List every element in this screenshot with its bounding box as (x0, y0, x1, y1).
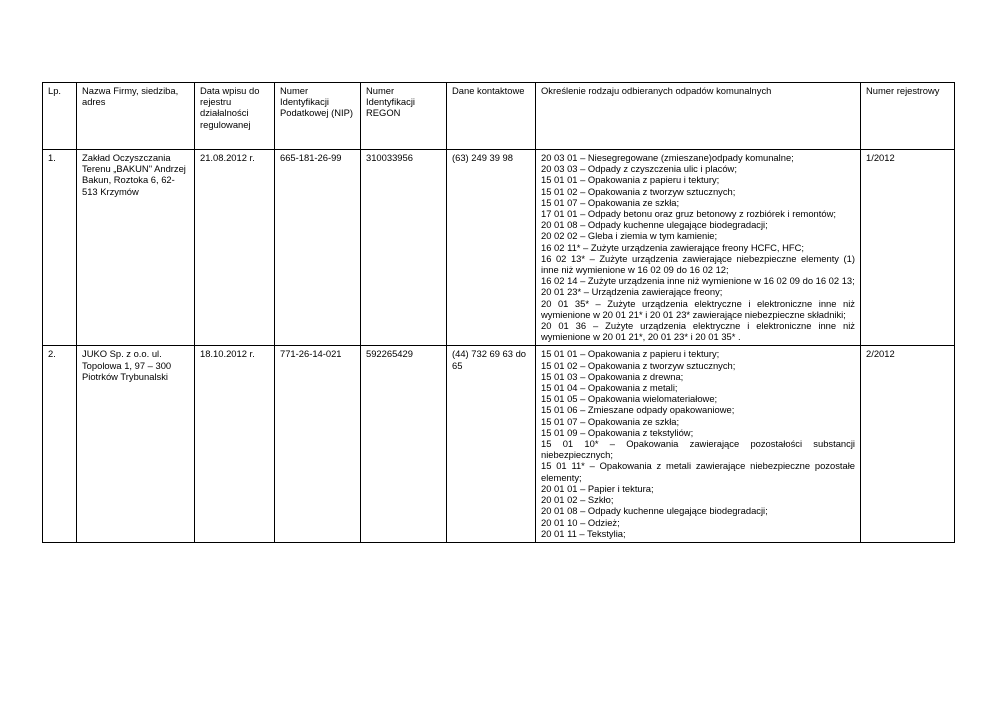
header-regon: Numer Identyfikacji REGON (361, 83, 447, 150)
row-registration-date: 18.10.2012 r. (195, 346, 275, 542)
waste-item: 20 01 11 – Tekstylia; (541, 527, 626, 539)
row-company-name: Zakład Oczyszczania Terenu „BAKUN" Andrzej Bakun, Roztoka 6, 62-513 Krzymów (77, 150, 195, 346)
waste-item: 20 01 02 – Szkło; (541, 494, 614, 506)
row-registration-date: 21.08.2012 r. (195, 150, 275, 346)
waste-item: 15 01 07 – Opakowania ze szkła; (541, 196, 680, 208)
waste-item: 15 01 06 – Zmieszane odpady opakowaniowe; (541, 404, 735, 416)
waste-item: 16 02 14 – Zużyte urządzenia inne niż wymienione w 16 02 09 do 16 02 13; (541, 275, 855, 287)
row-lp: 1. (43, 150, 77, 346)
header-company-name: Nazwa Firmy, siedziba, adres (77, 83, 195, 150)
header-lp: Lp. (43, 83, 77, 150)
waste-item: 20 01 35* – Zużyte urządzenia elektryczne i elektroniczne inne niż wymienione w 20 01 21* i 20 01 23* zawierające niebezpieczne składniki; (541, 297, 855, 320)
row-nip: 665-181-26-99 (275, 150, 361, 346)
header-waste-types: Określenie rodzaju odbieranych odpadów komunalnych (536, 83, 861, 150)
row-lp: 2. (43, 346, 77, 542)
row-regon: 310033956 (361, 150, 447, 346)
header-row (43, 83, 955, 150)
row-register-number: 2/2012 (861, 346, 955, 542)
waste-item: 15 01 01 – Opakowania z papieru i tektury; (541, 348, 720, 360)
registry-table (42, 82, 955, 543)
row-company-name: JUKO Sp. z o.o. ul. Topolowa 1, 97 – 300 Piotrków Trybunalski (77, 346, 195, 542)
waste-item: 17 01 01 – Odpady betonu oraz gruz betonowy z rozbiórek i remontów; (541, 208, 836, 220)
waste-item: 15 01 04 – Opakowania z metali; (541, 382, 678, 394)
waste-item: 15 01 03 – Opakowania z drewna; (541, 370, 684, 382)
row-contact: (44) 732 69 63 do 65 (447, 346, 536, 542)
row-register-number: 1/2012 (861, 150, 955, 346)
row-contact: (63) 249 39 98 (447, 150, 536, 346)
waste-item: 15 01 11* – Opakowania z metali zawierające niebezpieczne pozostałe elementy; (541, 460, 855, 483)
waste-item: 20 01 36 – Zużyte urządzenia elektryczne i elektroniczne inne niż wymienione w 20 01 21*, 20 01 23* i 20 01 35* . (541, 320, 855, 343)
row-nip: 771-26-14-021 (275, 346, 361, 542)
waste-item: 15 01 02 – Opakowania z tworzyw sztucznych; (541, 359, 736, 371)
waste-item: 16 02 13* – Zużyte urządzenia zawierające niebezpieczne elementy (1) inne niż wymienione w 16 02 09 do 16 02 12; (541, 252, 855, 276)
waste-item: 20 01 23* – Urządzenia zawierające freony; (541, 286, 723, 298)
waste-item: 15 01 02 – Opakowania z tworzyw sztucznych; (541, 185, 736, 197)
waste-item: 20 01 01 – Papier i tektura; (541, 482, 654, 494)
waste-item: 15 01 09 – Opakowania z tekstyliów; (541, 426, 694, 438)
waste-item: 20 01 08 – Odpady kuchenne ulegające biodegradacji; (541, 219, 768, 231)
waste-item: 15 01 07 – Opakowania ze szkła; (541, 415, 680, 427)
waste-item: 15 01 01 – Opakowania z papieru i tektury; (541, 174, 720, 186)
waste-item: 15 01 05 – Opakowania wielomateriałowe; (541, 393, 718, 405)
waste-item: 20 01 10 – Odzież; (541, 516, 620, 528)
waste-item: 20 03 03 – Odpady z czyszczenia ulic i placów; (541, 163, 737, 175)
row-waste-list (536, 150, 861, 346)
waste-item: 20 03 01 – Niesegregowane (zmieszane)odpady komunalne; (541, 152, 794, 163)
header-registration-date: Data wpisu do rejestru działalności regulowanej (195, 83, 275, 150)
table-row (43, 346, 955, 542)
header-nip: Numer Identyfikacji Podatkowej (NIP) (275, 83, 361, 150)
waste-item: 15 01 10* – Opakowania zawierające pozostałości substancji niebezpiecznych; (541, 438, 855, 461)
header-contact: Dane kontaktowe (447, 83, 536, 150)
header-register-number: Numer rejestrowy (861, 83, 955, 150)
row-regon: 592265429 (361, 346, 447, 542)
waste-item: 16 02 11* – Zużyte urządzenia zawierające freony HCFC, HFC; (541, 241, 804, 253)
waste-item: 20 01 08 – Odpady kuchenne ulegające biodegradacji; (541, 505, 768, 517)
row-waste-list (536, 346, 861, 542)
table-row (43, 150, 955, 346)
waste-item: 20 02 02 – Gleba i ziemia w tym kamienie; (541, 230, 718, 242)
